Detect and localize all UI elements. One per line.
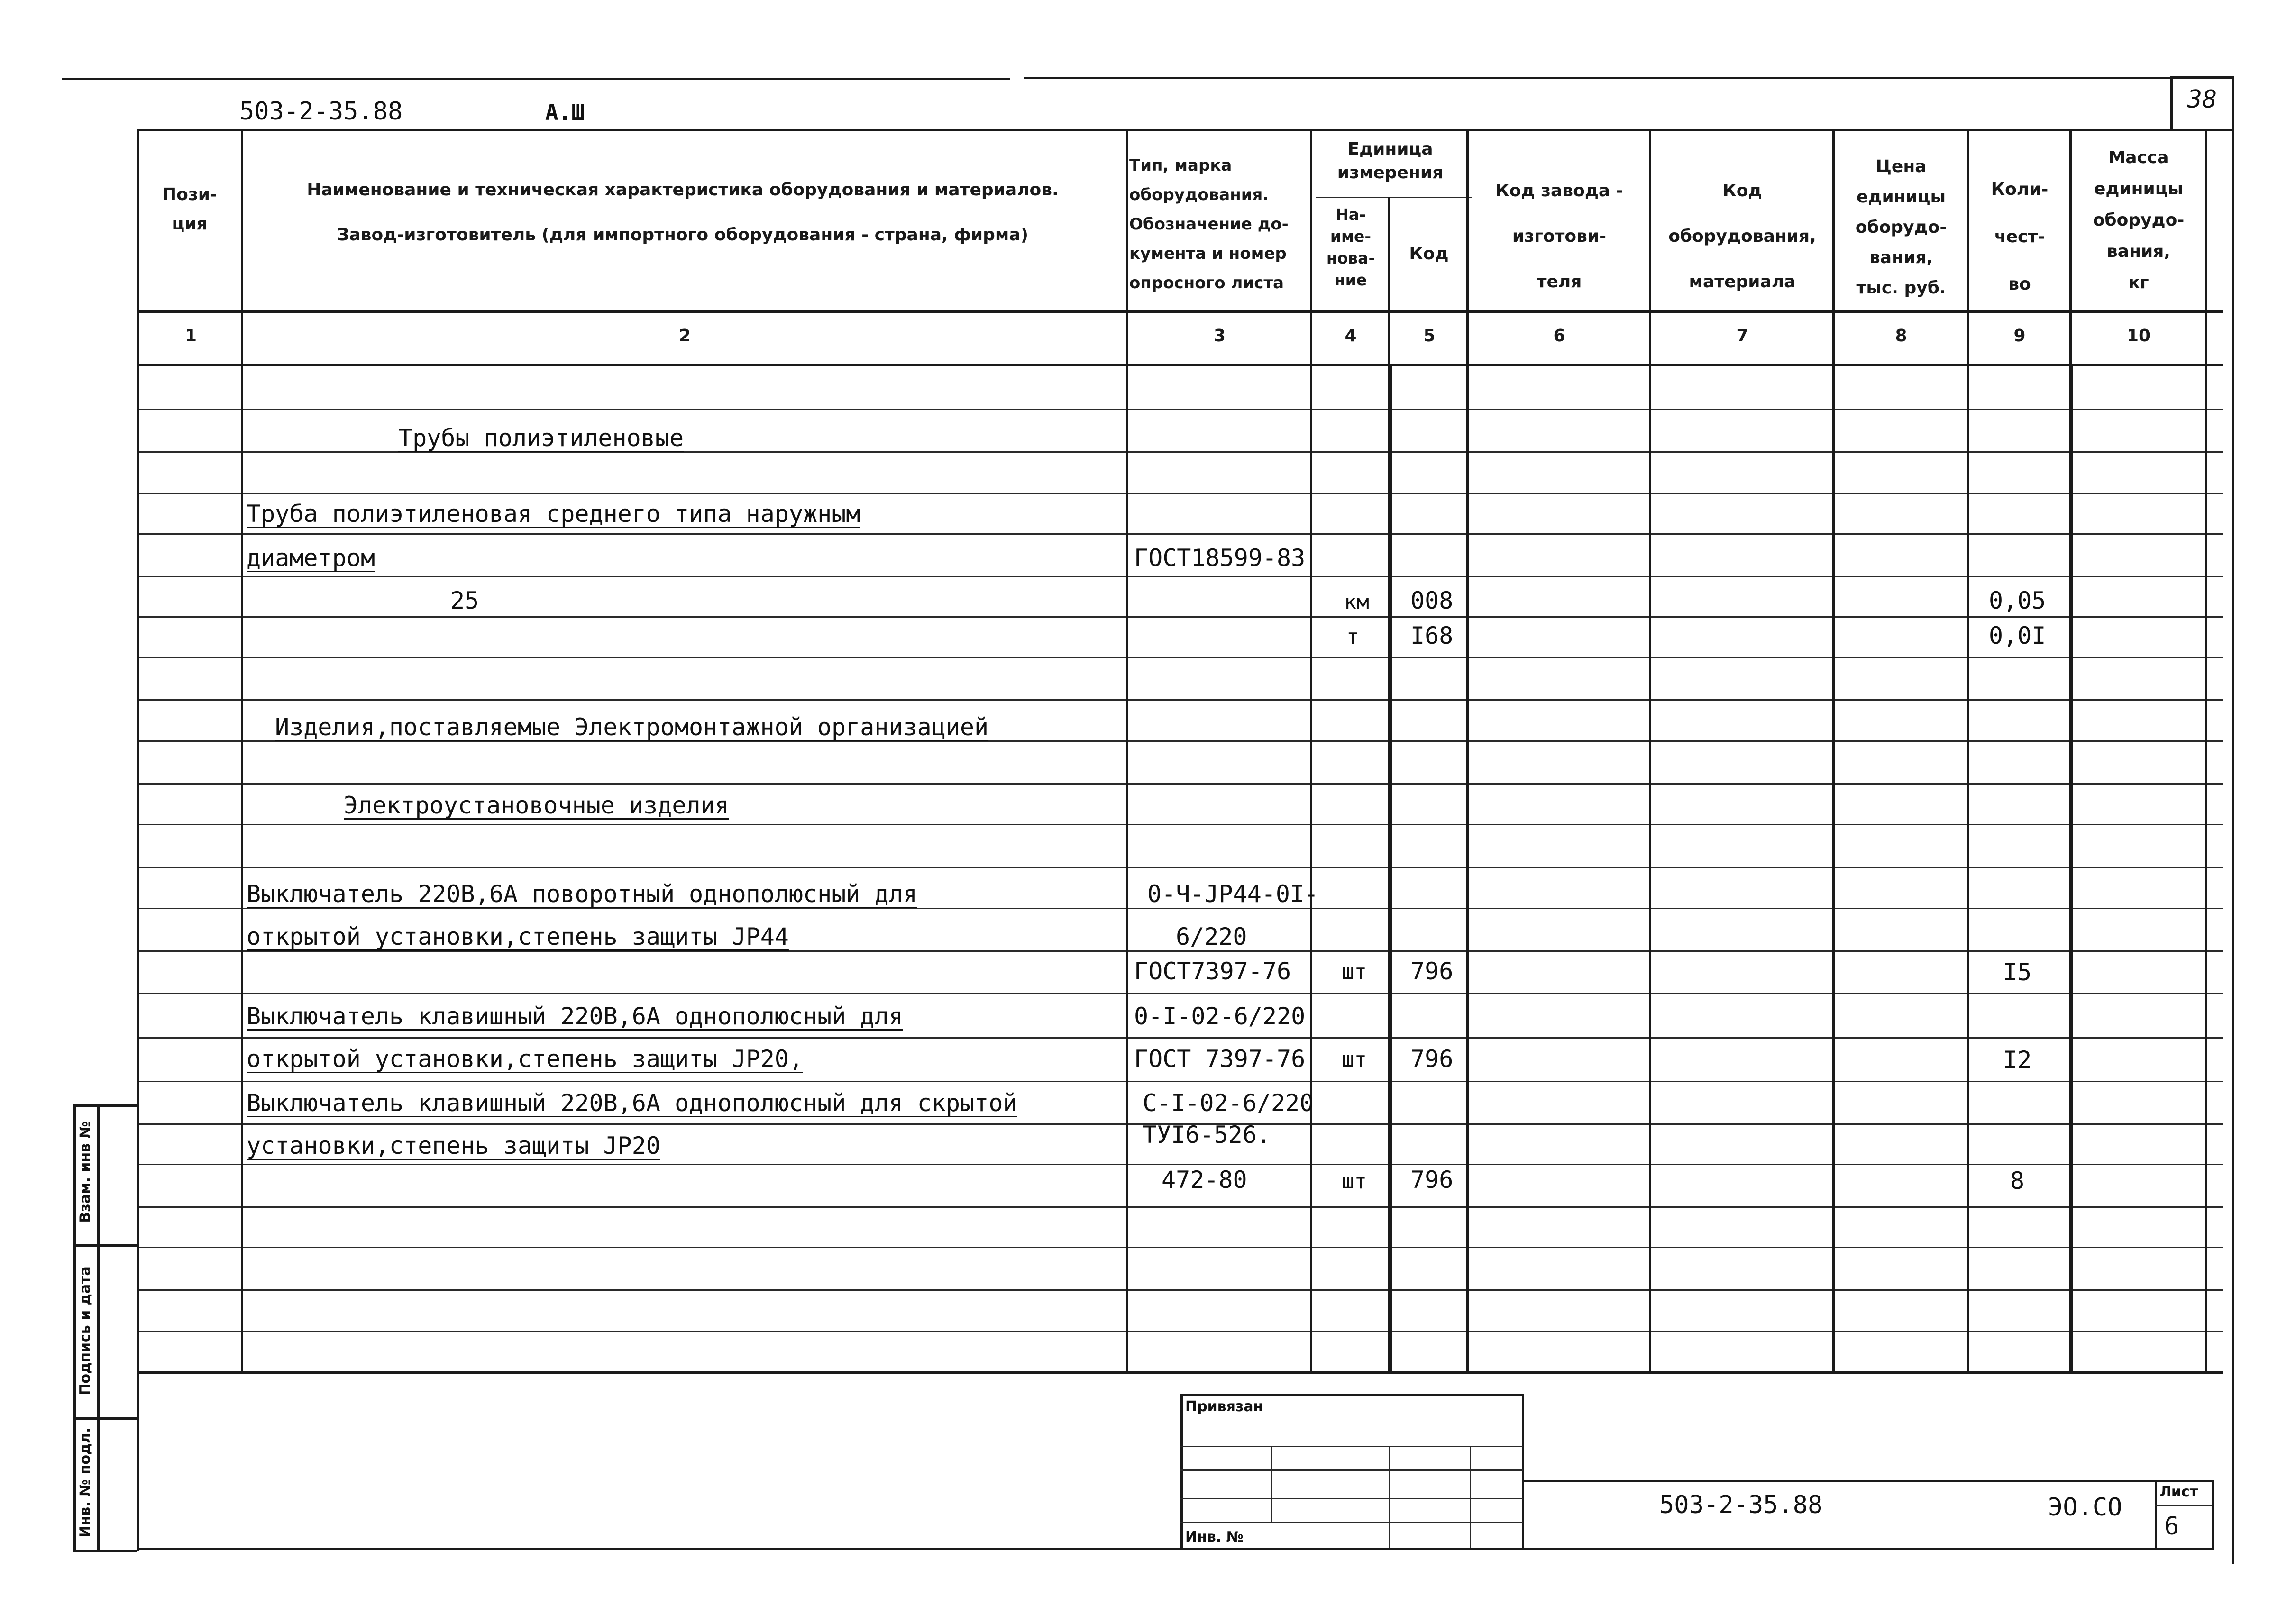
header-qty: Коли- чест- во — [1991, 180, 2049, 294]
doc-code-top: 503-2-35.88 — [239, 97, 403, 126]
header-price: Цена единицы оборудо- вания, тыс. руб. — [1855, 157, 1947, 298]
bound-label: Привязан — [1185, 1398, 1263, 1415]
col-number-4: 4 — [1345, 326, 1357, 346]
col-number-6: 6 — [1553, 326, 1565, 346]
item-type: ГОСТ 7397-76 — [1134, 1045, 1306, 1073]
item-qty: 8 — [2010, 1167, 2025, 1195]
item-name: открытой установки,степень защиты JP20, — [247, 1045, 803, 1073]
header-mass: Масса единицы оборудо- вания, кг — [2093, 148, 2185, 292]
header-unit-name: На- име- нова- ние — [1326, 205, 1375, 289]
item-type: 6/220 — [1176, 923, 1247, 950]
side-vzam: Взам. инв № — [77, 1121, 94, 1223]
item-name: открытой установки,степень защиты JP44 — [247, 923, 789, 950]
item-type: 0-Ч-JP44-0I- — [1147, 880, 1319, 908]
item-unit: шт — [1342, 1048, 1367, 1072]
header-position: Пози- ция — [162, 185, 217, 234]
item-type: ТУI6-526. — [1143, 1121, 1271, 1149]
item-type: ГОСТ18599-83 — [1134, 544, 1306, 572]
item-type: ГОСТ7397-76 — [1134, 958, 1291, 985]
item-type: 0-I-02-6/220 — [1134, 1003, 1306, 1030]
col-number-8: 8 — [1895, 326, 1907, 346]
header-name-line1: Наименование и техническая характеристика оборудования и материалов. — [307, 180, 1059, 200]
item-name: Выключатель клавишный 220В,6А однополюсный для — [247, 1003, 903, 1030]
header-equip-code: Код оборудования, материала — [1668, 181, 1816, 292]
title-section: ЭО.СО — [2048, 1493, 2122, 1522]
header-factory-code: Код завода - изготови- теля — [1495, 181, 1623, 292]
sheet-number: 6 — [2164, 1512, 2179, 1541]
item-unit: км — [1344, 590, 1369, 614]
header-type: Тип, марка оборудования. Обозначение до- кумента и номер опросного листа — [1129, 156, 1289, 292]
col-number-1: 1 — [184, 326, 197, 346]
item-name: Выключатель клавишный 220В,6А однополюсный для скрытой — [247, 1089, 1017, 1117]
title-doc-code: 503-2-35.88 — [1659, 1491, 1823, 1519]
item-qty: 0,05 — [1989, 587, 2046, 614]
page-number: 38 — [2187, 85, 2217, 114]
item-unit: шт — [1342, 960, 1367, 984]
header-name-line2: Завод-изготовитель (для импортного оборудования - страна, фирма) — [337, 225, 1029, 245]
item-unit-code: 796 — [1410, 958, 1454, 985]
item-qty: I5 — [2003, 958, 2032, 986]
item-name: диаметром — [247, 544, 375, 572]
item-type: 472-80 — [1162, 1166, 1247, 1194]
item-unit-code: 796 — [1410, 1045, 1454, 1073]
item-name: установки,степень защиты JP20 — [247, 1132, 660, 1159]
item-unit: шт — [1342, 1169, 1367, 1194]
section-title-electro: Изделия,поставляемые Электромонтажной организацией — [275, 713, 989, 741]
item-unit: т — [1346, 625, 1359, 649]
item-qty: I2 — [2003, 1046, 2032, 1074]
item-qty: 0,0I — [1989, 622, 2046, 649]
item-unit-code: I68 — [1410, 622, 1454, 649]
col-number-5: 5 — [1423, 326, 1436, 346]
col-number-7: 7 — [1736, 326, 1748, 346]
inv-label: Инв. № — [1185, 1529, 1244, 1545]
header-unit: Единица измерения — [1337, 139, 1444, 182]
item-name: 25 — [450, 587, 479, 614]
album-mark: А.Ш — [545, 100, 585, 125]
header-unit-code: Код — [1409, 244, 1449, 264]
item-unit-code: 008 — [1410, 587, 1454, 614]
item-name: Выключатель 220В,6А поворотный однополюсный для — [247, 880, 917, 908]
subsection-title: Электроустановочные изделия — [344, 792, 729, 819]
section-title-pipes: Трубы полиэтиленовые — [398, 424, 684, 452]
item-unit-code: 796 — [1410, 1166, 1454, 1194]
sheet-label: Лист — [2159, 1484, 2198, 1500]
item-type: С-I-02-6/220 — [1143, 1089, 1314, 1117]
col-number-2: 2 — [678, 326, 691, 346]
side-inv-podl: Инв. № подл. — [77, 1427, 94, 1538]
item-name: Труба полиэтиленовая среднего типа наружным — [247, 500, 860, 528]
col-number-3: 3 — [1213, 326, 1226, 346]
col-number-9: 9 — [2013, 326, 2026, 346]
col-number-10: 10 — [2126, 326, 2151, 346]
side-podpis: Подпись и дата — [77, 1266, 94, 1396]
